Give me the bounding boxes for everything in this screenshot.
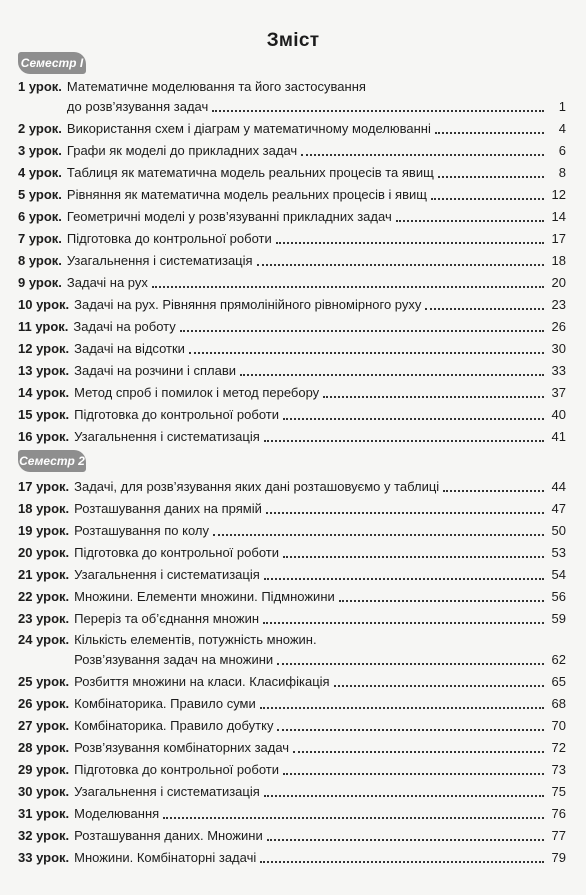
page-number: 40 xyxy=(551,407,566,422)
lesson-title: Кількість елементів, потужність множин. xyxy=(74,632,317,647)
page-number: 53 xyxy=(551,545,566,560)
lesson-number: 29 урок. xyxy=(18,762,70,777)
page-number: 4 xyxy=(558,121,566,136)
lesson-number: 23 урок. xyxy=(18,611,70,626)
toc-entry[interactable] xyxy=(18,671,566,693)
page-number: 65 xyxy=(551,674,566,689)
lesson-title: Графи як моделі до прикладних задач xyxy=(66,143,298,158)
toc-entry[interactable] xyxy=(18,564,566,586)
page-number: 47 xyxy=(551,501,566,516)
page-number: 33 xyxy=(551,363,566,378)
lesson-title: Таблиця як математична модель реальних процесів та явищ xyxy=(66,165,434,180)
lesson-title: Узагальнення і систематизація xyxy=(74,567,260,582)
page-number: 26 xyxy=(551,319,566,334)
dot-leader xyxy=(152,286,544,288)
page-number: 54 xyxy=(551,567,566,582)
lesson-number: 14 урок. xyxy=(18,385,70,400)
toc-entry[interactable] xyxy=(18,737,566,759)
toc-entry[interactable] xyxy=(18,476,566,498)
dot-leader xyxy=(163,817,544,819)
lesson-number: 18 урок. xyxy=(18,501,70,516)
lesson-number: 22 урок. xyxy=(18,589,70,604)
lesson-number: 3 урок. xyxy=(18,143,62,158)
toc-entry[interactable] xyxy=(18,759,566,781)
lesson-number: 21 урок. xyxy=(18,567,70,582)
lesson-title: Метод спроб і помилок і метод перебору xyxy=(74,385,320,400)
semester-2-badge: Семестр 2 xyxy=(18,450,86,472)
lesson-title: Множини. Елементи множини. Підмножини xyxy=(74,589,335,604)
toc-entry[interactable] xyxy=(18,338,566,360)
page-number: 20 xyxy=(551,275,566,290)
lesson-title: Узагальнення і систематизація xyxy=(74,429,260,444)
dot-leader xyxy=(267,839,544,841)
page-number: 73 xyxy=(551,762,566,777)
dot-leader xyxy=(283,556,544,558)
dot-leader xyxy=(443,490,544,492)
page-number: 6 xyxy=(558,143,566,158)
dot-leader xyxy=(431,198,544,200)
dot-leader xyxy=(435,132,544,134)
toc-entry[interactable] xyxy=(18,272,566,294)
lesson-number: 31 урок. xyxy=(18,806,70,821)
lesson-number: 10 урок. xyxy=(18,297,70,312)
lesson-number: 32 урок. xyxy=(18,828,70,843)
lesson-title: Підготовка до контрольної роботи xyxy=(74,545,279,560)
toc-entry[interactable] xyxy=(18,847,566,869)
dot-leader xyxy=(425,308,544,310)
dot-leader xyxy=(277,729,544,731)
toc-entry[interactable] xyxy=(18,608,566,630)
page-number: 8 xyxy=(558,165,566,180)
lesson-title: Моделювання xyxy=(74,806,160,821)
lesson-title: Підготовка до контрольної роботи xyxy=(74,407,279,422)
dot-leader xyxy=(263,622,544,624)
dot-leader xyxy=(438,176,544,178)
lesson-number: 9 урок. xyxy=(18,275,62,290)
page-number: 17 xyxy=(551,231,566,246)
dot-leader xyxy=(323,396,544,398)
toc-entry[interactable] xyxy=(18,542,566,564)
dot-leader xyxy=(334,685,544,687)
lesson-number: 13 урок. xyxy=(18,363,70,378)
dot-leader xyxy=(212,110,544,112)
toc-entry[interactable] xyxy=(18,294,566,316)
toc-entry[interactable] xyxy=(18,693,566,715)
dot-leader xyxy=(240,374,544,376)
dot-leader xyxy=(266,512,544,514)
toc-entry[interactable] xyxy=(18,803,566,825)
lesson-number: 19 урок. xyxy=(18,523,70,538)
dot-leader xyxy=(260,707,544,709)
page-number: 70 xyxy=(551,718,566,733)
toc-entry[interactable] xyxy=(18,382,566,404)
lesson-number: 33 урок. xyxy=(18,850,70,865)
page-number: 41 xyxy=(551,429,566,444)
page-title: Зміст xyxy=(266,30,320,51)
lesson-title: Розташування даних на прямій xyxy=(74,501,262,516)
page-number: 37 xyxy=(551,385,566,400)
dot-leader xyxy=(276,242,544,244)
lesson-title: Геометричні моделі у розв’язуванні прикладних задач xyxy=(66,209,392,224)
toc-entry[interactable] xyxy=(18,316,566,338)
lesson-title: Рівняння як математична модель реальних процесів і явищ xyxy=(66,187,427,202)
page-number: 50 xyxy=(551,523,566,538)
dot-leader xyxy=(264,795,544,797)
lesson-number: 27 урок. xyxy=(18,718,70,733)
lesson-title: Підготовка до контрольної роботи xyxy=(74,762,279,777)
dot-leader xyxy=(257,264,544,266)
lesson-title: Комбінаторика. Правило суми xyxy=(74,696,256,711)
lesson-title: Задачі на рух xyxy=(66,275,148,290)
lesson-title: Розбиття множини на класи. Класифікація xyxy=(74,674,330,689)
toc-entry[interactable] xyxy=(18,630,566,671)
dot-leader xyxy=(260,861,544,863)
lesson-number: 5 урок. xyxy=(18,187,62,202)
lesson-number: 30 урок. xyxy=(18,784,70,799)
lesson-title: Використання схем і діаграм у математичному моделюванні xyxy=(66,121,431,136)
lesson-number: 16 урок. xyxy=(18,429,70,444)
page-number: 76 xyxy=(551,806,566,821)
page-number: 23 xyxy=(551,297,566,312)
lesson-title: Математичне моделювання та його застосування xyxy=(66,79,366,94)
page-number: 56 xyxy=(551,589,566,604)
lesson-title: Розташування по колу xyxy=(74,523,209,538)
page-number: 77 xyxy=(551,828,566,843)
lesson-title: Підготовка до контрольної роботи xyxy=(66,231,272,246)
toc-entry[interactable] xyxy=(18,140,566,162)
toc-entry[interactable] xyxy=(18,360,566,382)
page-number: 68 xyxy=(551,696,566,711)
page-number: 30 xyxy=(551,341,566,356)
dot-leader xyxy=(283,418,544,420)
lesson-number: 24 урок. xyxy=(18,632,70,647)
lesson-title: Розв’язування комбінаторних задач xyxy=(74,740,290,755)
toc-entry[interactable] xyxy=(18,426,566,448)
semester-1-list xyxy=(18,77,566,448)
toc-entry[interactable] xyxy=(18,162,566,184)
lesson-number: 26 урок. xyxy=(18,696,70,711)
toc-entry[interactable] xyxy=(18,184,566,206)
dot-leader xyxy=(293,751,544,753)
toc-entry[interactable] xyxy=(18,404,566,426)
page-number: 12 xyxy=(551,187,566,202)
dot-leader xyxy=(264,578,544,580)
lesson-number: 12 урок. xyxy=(18,341,70,356)
page-number: 14 xyxy=(551,209,566,224)
lesson-title: Множини. Комбінаторні задачі xyxy=(74,850,257,865)
lesson-title: Комбінаторика. Правило добутку xyxy=(74,718,274,733)
lesson-title: Переріз та об’єднання множин xyxy=(74,611,260,626)
lesson-title: Задачі на рух. Рівняння прямолінійного рівномірного руху xyxy=(74,297,422,312)
dot-leader xyxy=(396,220,544,222)
toc-entry[interactable] xyxy=(18,825,566,847)
dot-leader xyxy=(189,352,544,354)
toc-entry[interactable] xyxy=(18,520,566,542)
lesson-title: Розв’язування задач на множини xyxy=(74,652,274,667)
toc-entry[interactable] xyxy=(18,77,566,118)
page-number: 79 xyxy=(551,850,566,865)
dot-leader xyxy=(264,440,544,442)
toc-entry[interactable] xyxy=(18,118,566,140)
toc-entry[interactable] xyxy=(18,206,566,228)
page-number: 44 xyxy=(551,479,566,494)
dot-leader xyxy=(301,154,544,156)
dot-leader xyxy=(213,534,544,536)
lesson-number: 4 урок. xyxy=(18,165,62,180)
toc-entry[interactable] xyxy=(18,715,566,737)
toc-entry[interactable] xyxy=(18,586,566,608)
toc-entry[interactable] xyxy=(18,228,566,250)
lesson-title: Задачі на роботу xyxy=(73,319,176,334)
page-number: 75 xyxy=(551,784,566,799)
lesson-number: 20 урок. xyxy=(18,545,70,560)
lesson-title: Задачі, для розв’язування яких дані розташовуємо у таблиці xyxy=(74,479,440,494)
toc-entry[interactable] xyxy=(18,498,566,520)
lesson-number: 1 урок. xyxy=(18,79,62,94)
lesson-number: 11 урок. xyxy=(18,319,69,334)
lesson-number: 2 урок. xyxy=(18,121,62,136)
lesson-number: 28 урок. xyxy=(18,740,70,755)
page-number: 18 xyxy=(551,253,566,268)
page-number: 1 xyxy=(558,99,566,114)
lesson-title: Узагальнення і систематизація xyxy=(74,784,260,799)
page-number: 72 xyxy=(551,740,566,755)
lesson-number: 8 урок. xyxy=(18,253,62,268)
dot-leader xyxy=(277,663,544,665)
toc-entry[interactable] xyxy=(18,781,566,803)
page-number: 59 xyxy=(551,611,566,626)
lesson-title: Задачі на розчини і сплави xyxy=(74,363,236,378)
lesson-number: 7 урок. xyxy=(18,231,62,246)
lesson-title: Розташування даних. Множини xyxy=(74,828,263,843)
lesson-title: до розв’язування задач xyxy=(66,99,209,114)
semester-1-badge: Семестр I xyxy=(18,52,86,74)
lesson-number: 25 урок. xyxy=(18,674,70,689)
lesson-number: 6 урок. xyxy=(18,209,62,224)
lesson-number: 15 урок. xyxy=(18,407,70,422)
lesson-title: Узагальнення і систематизація xyxy=(66,253,253,268)
semester-2-list xyxy=(18,476,566,869)
dot-leader xyxy=(339,600,544,602)
page-number: 62 xyxy=(551,652,566,667)
lesson-number: 17 урок. xyxy=(18,479,70,494)
dot-leader xyxy=(283,773,544,775)
toc-entry[interactable] xyxy=(18,250,566,272)
dot-leader xyxy=(180,330,544,332)
lesson-title: Задачі на відсотки xyxy=(74,341,185,356)
